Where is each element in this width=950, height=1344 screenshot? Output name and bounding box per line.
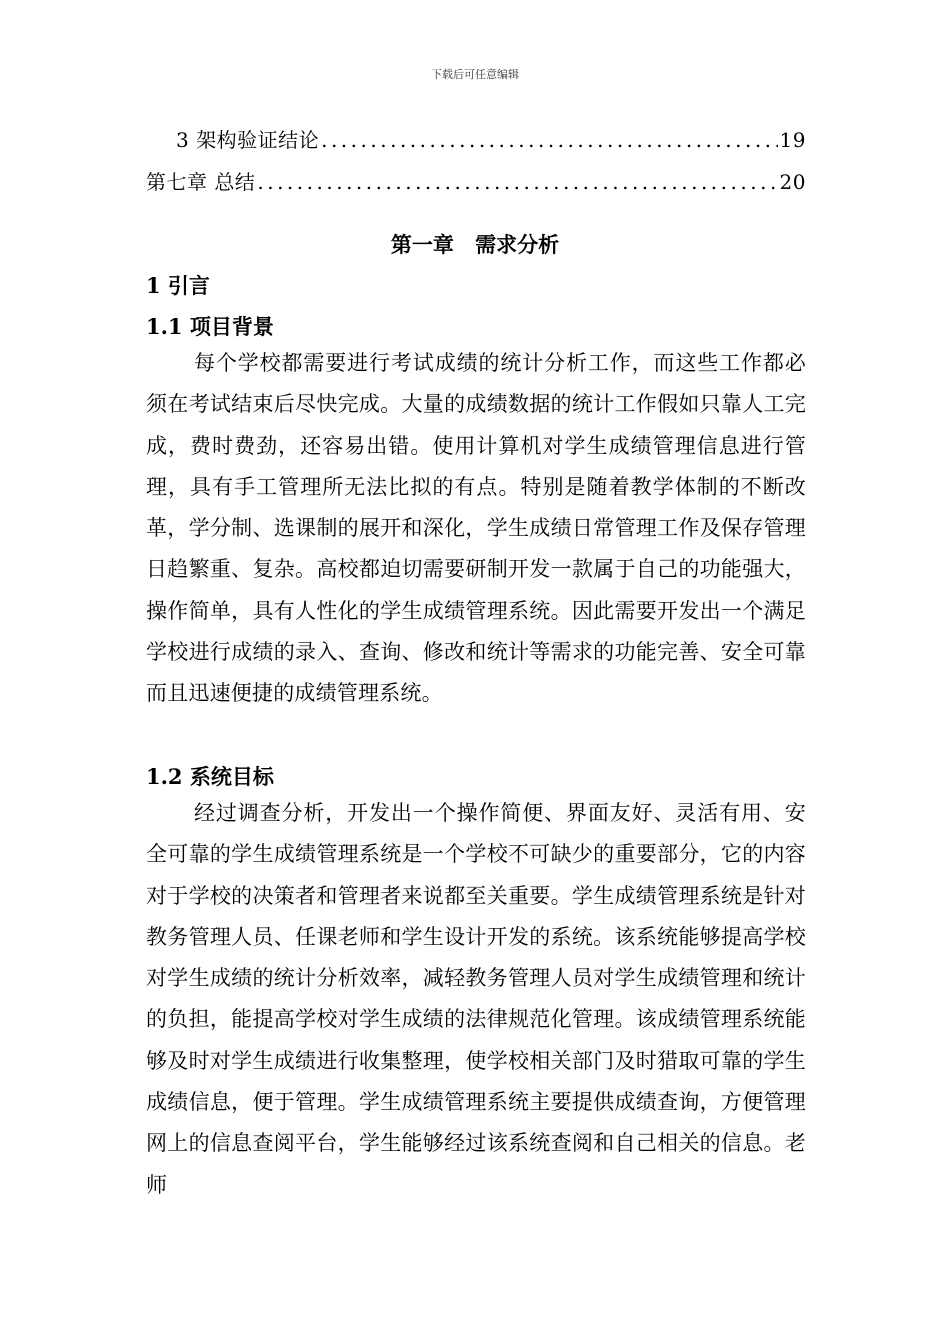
toc-entry-label: 第七章 总结 xyxy=(146,170,256,194)
background-paragraph: 每个学校都需要进行考试成绩的统计分析工作，而这些工作都必须在考试结束后尽快完成。大量的成绩数据的统计工作假如只靠人工完成，费时费劲，还容易出错。使用计算机对学生成绩管理信息进行管理，具有手工管理所无法比拟的有点。特别是随着教学体制的不断改革，学分制、选课制的展开和深化，学生成绩日常管理工作及保存管理日趋繁重、复杂。高校都迫切需要研制开发一款属于自己的功能强大，操作简单，具有人性化的学生成绩管理系统。因此需要开发出一个满足学校进行成绩的录入、查询、修改和统计等需求的功能完善、安全可靠而且迅速便捷的成绩管理系统。 xyxy=(146,351,806,706)
header-note: 下载后可任意编辑 xyxy=(431,68,519,81)
toc-entry-page: 20 xyxy=(779,170,806,194)
section-heading-intro: 1 引言 xyxy=(146,273,210,298)
toc-leader-dots xyxy=(257,170,777,194)
toc-entry[interactable] xyxy=(146,166,806,195)
section-heading-background: 1.1 项目背景 xyxy=(146,314,274,339)
goal-paragraph: 经过调查分析，开发出一个操作简便、界面友好、灵活有用、安全可靠的学生成绩管理系统是一个学校不可缺少的重要部分，它的内容对于学校的决策者和管理者来说都至关重要。学生成绩管理系统是针对教务管理人员、任课老师和学生设计开发的系统。该系统能够提高学校对学生成绩的统计分析效率，减轻教务管理人员对学生成绩管理和统计的负担，能提高学校对学生成绩的法律规范化管理。该成绩管理系统能够及时对学生成绩进行收集整理，使学校相关部门及时猎取可靠的学生成绩信息，便于管理。学生成绩管理系统主要提供成绩查询，方便管理网上的信息查阅平台，学生能够经过该系统查阅和自己相关的信息。老师 xyxy=(146,801,806,1197)
chapter-title: 第一章 需求分析 xyxy=(390,232,560,257)
toc-leader-dots xyxy=(321,128,777,152)
toc-entry-page: 19 xyxy=(779,128,806,152)
toc-entry[interactable] xyxy=(146,124,806,153)
toc-entry-label: 3 架构验证结论 xyxy=(176,128,320,152)
section-heading-goal: 1.2 系统目标 xyxy=(146,764,274,789)
